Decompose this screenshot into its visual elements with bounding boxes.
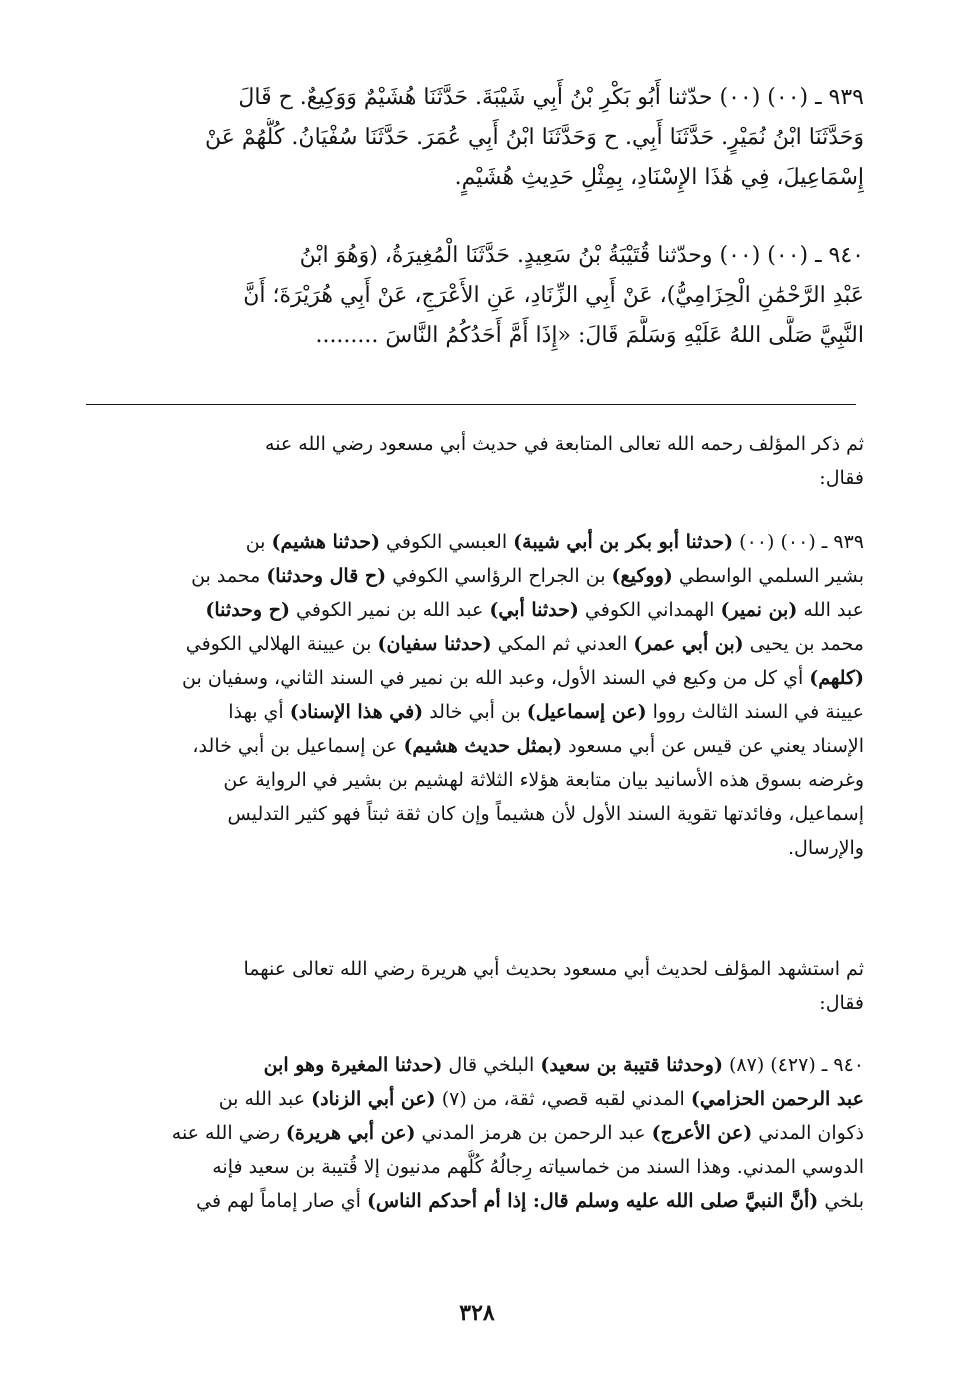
bold-quote: (كلهم) (809, 667, 864, 689)
text-line (84, 695, 864, 729)
commentary-939 (84, 525, 864, 865)
text-run: بشير السلمي الواسطي (672, 565, 864, 587)
bold-quote: (بمثل حديث هشيم) (403, 735, 563, 757)
text-run: بلخي (818, 1190, 864, 1212)
text-run: ٩٣٩ ـ (٠٠) (٠٠) (733, 531, 864, 553)
bold-quote: (حدثنا أبي) (489, 599, 579, 621)
text-run: بن الجراح الرؤاسي الكوفي (386, 565, 612, 587)
text-run: رضي الله عنه (171, 1122, 286, 1144)
text-run: محمد بن (191, 565, 267, 587)
bold-quote: (ووكيع) (611, 565, 673, 587)
intro-paragraph-2 (84, 952, 864, 1020)
text-line: ثم استشهد المؤلف لحديث أبي مسعود بحديث أبي هريرة رضي الله تعالى عنهما (243, 958, 864, 980)
text-line (84, 1150, 864, 1184)
text-line: إِسْمَاعِيلَ، فِي هَٰذَا الإِسْنَادِ، بِمِثْلِ حَدِيثِ هُشَيْمٍ. (454, 165, 864, 190)
commentary-940 (84, 1048, 864, 1218)
text-line (84, 1184, 864, 1218)
text-line (84, 763, 864, 797)
bold-quote: (حدثنا هشيم) (271, 531, 380, 553)
bold-quote: (في هذا الإسناد) (289, 701, 424, 723)
text-line (84, 797, 864, 831)
bold-quote: (ح وحدثنا) (205, 599, 290, 621)
section-divider (86, 404, 856, 405)
text-line (84, 593, 864, 627)
text-run: ٩٤٠ ـ (٤٢٧) (٨٧) (722, 1054, 864, 1076)
text-line (84, 1116, 864, 1150)
text-run: الهمداني الكوفي (578, 599, 721, 621)
text-line (84, 1048, 864, 1082)
text-line (84, 729, 864, 763)
text-run: أي بهذا (228, 701, 290, 723)
intro-paragraph-1 (84, 427, 864, 495)
text-run: العبسي الكوفي (380, 531, 514, 553)
text-line: وَحَدَّثَنَا ابْنُ نُمَيْرٍ. حَدَّثَنَا أَبِي. ح وَحَدَّثَنَا ابْنُ أَبِي عُمَرَ. حَدَّثَنَا سُفْيَانُ. كُلُّهُمْ عَنْ (205, 125, 864, 150)
text-line: فقال: (819, 992, 864, 1014)
bold-quote: (وحدثنا قتيبة بن سعيد) (540, 1054, 723, 1076)
bold-quote: (ح قال وحدثنا) (266, 565, 387, 587)
bold-quote: عبد الرحمن الحزامي) (690, 1088, 864, 1110)
text-line: ٩٣٩ ـ (٠٠) (٠٠) حدّثنا أَبُو بَكْرِ بْنُ أَبِي شَيْبَةَ. حَدَّثَنَا هُشَيْمٌ وَوَكِيعٌ. ح قَالَ (238, 85, 864, 110)
text-line (84, 661, 864, 695)
text-line (84, 525, 864, 559)
bold-quote: (عن إسماعيل) (526, 701, 647, 723)
text-run: عن إسماعيل بن أبي خالد، (192, 735, 404, 757)
text-run: أي كل من وكيع في السند الأول، وعبد الله بن نمير في السند الثاني، وسفيان بن (182, 667, 810, 689)
text-run: بن عيينة الهلالي الكوفي (185, 633, 378, 655)
text-run: المدني لقبه قصي، ثقة، من (٧) (435, 1088, 691, 1110)
bold-quote: (أنَّ النبيَّ صلى الله عليه وسلم قال: إذا أم أحدكم الناس) (366, 1190, 819, 1212)
text-run: عبد الله بن نمير الكوفي (289, 599, 490, 621)
bold-quote: (حدثنا أبو بكر بن أبي شيبة) (513, 531, 734, 553)
text-run: الإسناد يعني عن قيس عن أبي مسعود (562, 735, 864, 757)
text-run: عبد الله بن (218, 1088, 312, 1110)
text-line: فقال: (819, 467, 864, 489)
hadith-939 (84, 78, 864, 198)
text-run: بن أبي خالد (423, 701, 527, 723)
text-run: العدني ثم المكي (491, 633, 634, 655)
page-number: ٣٢٨ (459, 1300, 495, 1326)
text-run: البلخي قال (442, 1054, 541, 1076)
text-run: عبد الله (797, 599, 864, 621)
text-run: والإرسال. (787, 837, 864, 859)
text-run: عبد الرحمن بن هرمز المدني (415, 1122, 652, 1144)
bold-quote: (بن نمير) (720, 599, 798, 621)
bold-quote: (عن أبي هريرة) (285, 1122, 416, 1144)
text-line (84, 559, 864, 593)
text-line (84, 831, 864, 865)
text-line: ثم ذكر المؤلف رحمه الله تعالى المتابعة في حديث أبي مسعود رضي الله عنه (265, 433, 864, 455)
bold-quote: (بن أبي عمر) (633, 633, 744, 655)
bold-quote: (عن أبي الزناد) (311, 1088, 436, 1110)
text-line (84, 627, 864, 661)
text-run: أي صار إماماً لهم في (196, 1190, 367, 1212)
text-run: محمد بن يحيى (743, 633, 864, 655)
hadith-940 (84, 236, 864, 356)
text-run: عيينة في السند الثالث رووا (646, 701, 864, 723)
bold-quote: (حدثنا سفيان) (377, 633, 492, 655)
text-line: عَبْدِ الرَّحْمَٰنِ الْحِزَامِيُّ)، عَنْ أَبِي الزِّنَادِ، عَنِ الأَعْرَجِ، عَنْ أَبِي هُرَيْرَةَ؛ أَنَّ (243, 283, 864, 308)
text-line: النَّبِيَّ صَلَّى اللهُ عَلَيْهِ وَسَلَّمَ قَالَ: «إِذَا أَمَّ أَحَدُكُمُ النَّاسَ ......... (315, 323, 864, 348)
text-run: وغرضه بسوق هذه الأسانيد بيان متابعة هؤلاء الثلاثة لهشيم بن بشير في الرواية عن (223, 769, 864, 791)
text-run: إسماعيل، وفائدتها تقوية السند الأول لأن هشيماً وإن كان ثقة ثبتاً فهو كثير التدليس (227, 803, 864, 825)
text-line: ٩٤٠ ـ (٠٠) (٠٠) وحدّثنا قُتَيْبَةُ بْنُ سَعِيدٍ. حَدَّثَنَا الْمُغِيرَةُ، (وَهُوَ ابْنُ (299, 243, 864, 268)
text-line (84, 1082, 864, 1116)
text-run: ذكوان المدني (752, 1122, 864, 1144)
text-run: بن (245, 531, 272, 553)
bold-quote: (عن الأعرج) (651, 1122, 753, 1144)
bold-quote: (حدثنا المغيرة وهو ابن (263, 1054, 443, 1076)
text-run: الدوسي المدني. وهذا السند من خماسياته رِجالُهُ كُلُّهم مدنيون إلا قُتيبة بن سعيد فإنه (212, 1156, 864, 1178)
